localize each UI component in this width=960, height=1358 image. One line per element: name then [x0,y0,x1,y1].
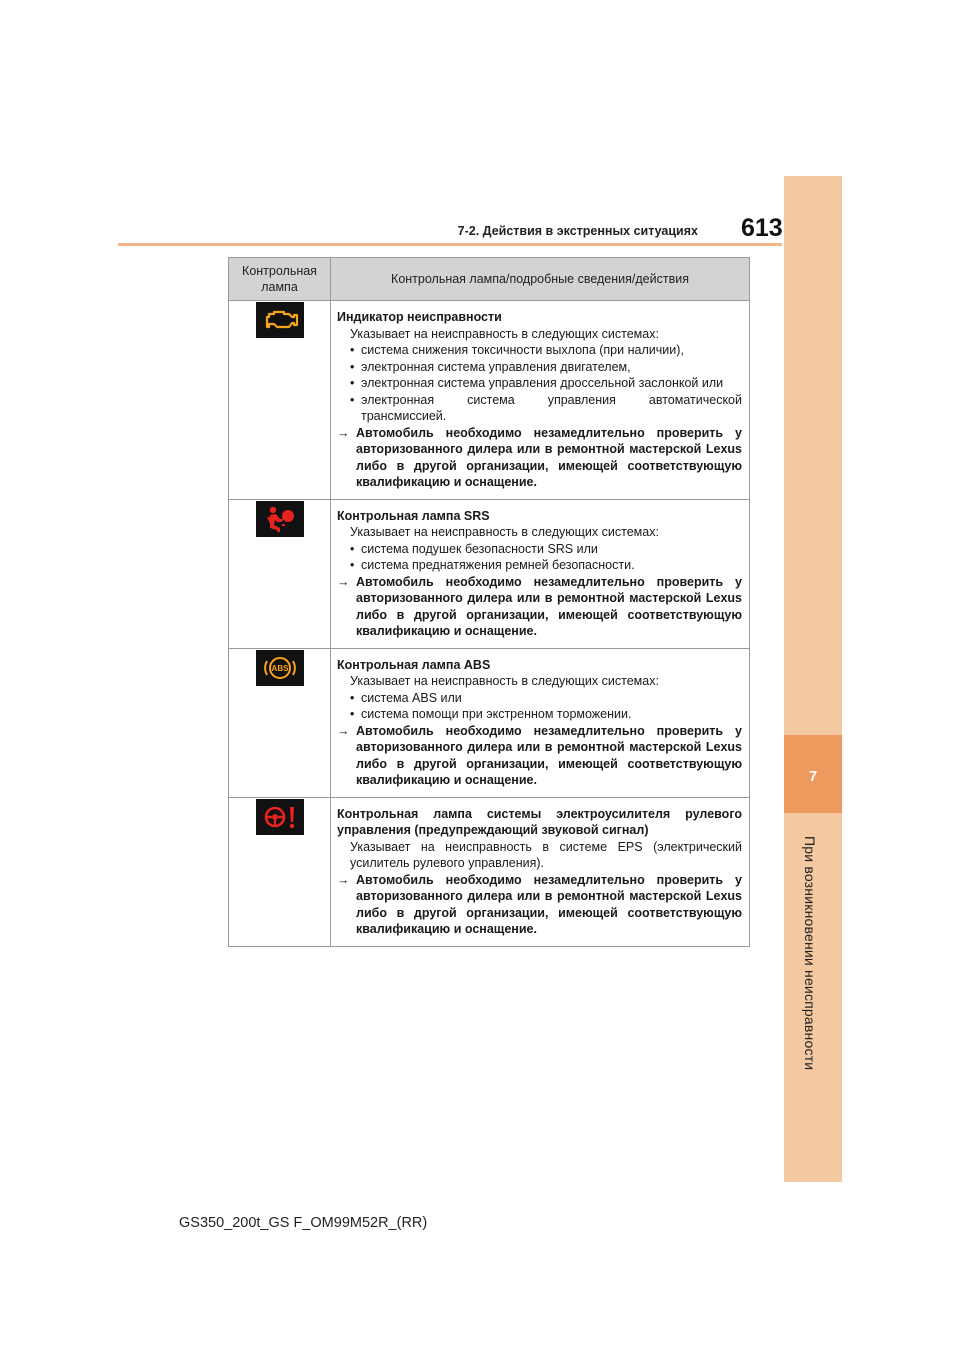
list-item: • электронная система управления автоматической трансмиссией. [350,392,742,423]
lamp-description: Указывает на неисправность в системе EPS (электрический усилитель рулевого управления). [350,839,742,870]
abs-icon [256,650,304,686]
arrow-icon: → [337,723,350,738]
list-item: • система помощи при экстренном торможении. [350,707,632,721]
bullet-symbol: • [350,707,355,721]
bullet-symbol: • [350,541,355,556]
lamp-description: Указывает на неисправность в следующих системах: [350,525,659,539]
list-item: • электронная система управления дроссельной заслонкой или [350,376,724,390]
header-rule [118,243,782,246]
footer-model-code: GS350_200t_GS F_OM99M52R_(RR) [179,1215,428,1231]
lamp-description: Указывает на неисправность в следующих системах: [350,326,659,341]
table-row [229,648,750,797]
table-row [229,301,750,500]
table-row [229,499,750,648]
section-title: 7-2. Действия в экстренных ситуациях [457,224,698,238]
power-steering-icon [256,799,304,835]
table-row [229,797,750,946]
action-text: → Автомобиль необходимо незамедлительно проверить у авторизованного дилера или в ремонтной мастерской Lexus либо в другой организации, имеющей соответствующую квалификацию и оснащение. [337,425,742,489]
lamp-description: Указывает на неисправность в следующих системах: [350,674,659,688]
arrow-icon: → [337,574,350,589]
lamp-title: Индикатор неисправности [337,310,502,324]
bullet-symbol: • [350,376,355,390]
action-text: → Автомобиль необходимо незамедлительно проверить у авторизованного дилера или в ремонтной мастерской Lexus либо в другой организации, имеющей соответствующую квалификацию и оснащение. [337,872,742,936]
lamp-title: Контрольная лампа SRS [337,508,490,523]
engine-check-icon [256,302,304,338]
action-text: → Автомобиль необходимо незамедлительно проверить у авторизованного дилера или в ремонтной мастерской Lexus либо в другой организации, имеющей соответствующую квалификацию и оснащение. [337,574,742,638]
lamp-cell [229,301,331,500]
bullet-symbol: • [350,392,355,407]
chapter-title: При возникновении неисправности [802,836,818,1071]
bullet-symbol: • [350,359,355,374]
page-number: 613 [741,214,783,242]
warning-lamp-table [228,257,750,947]
details-cell [331,797,750,946]
bullet-symbol: • [350,343,355,357]
lamp-cell [229,499,331,648]
details-cell [331,499,750,648]
chapter-side-tab [784,176,842,1182]
list-item: • система снижения токсичности выхлопа (при наличии), [350,343,684,357]
action-text: → Автомобиль необходимо незамедлительно проверить у авторизованного дилера или в ремонтной мастерской Lexus либо в другой организации, имеющей соответствующую квалификацию и оснащение. [337,723,742,787]
table-header-row [229,258,750,301]
lamp-title: Контрольная лампа ABS [337,657,491,672]
chapter-number: 7 [808,768,818,785]
arrow-icon: → [337,872,350,887]
lamp-title: Контрольная лампа системы электроусилителя рулевого управления (предупреждающий звуковой сигнал) [337,806,742,837]
list-item: • система подушек безопасности SRS или [350,541,598,556]
lamp-cell [229,648,331,797]
details-cell [331,301,750,500]
column-header-lamp: Контрольная лампа [229,258,331,301]
bullet-symbol: • [350,690,355,705]
lamp-cell [229,797,331,946]
column-header-details: Контрольная лампа/подробные сведения/действия [331,258,750,301]
details-cell [331,648,750,797]
list-item: • электронная система управления двигателем, [350,359,631,374]
abs-icon-label: ABS [271,663,288,673]
arrow-icon: → [337,425,350,440]
bullet-symbol: • [350,558,355,572]
list-item: • система ABS или [350,690,462,705]
list-item: • система преднатяжения ремней безопасности. [350,558,635,572]
airbag-icon [256,501,304,537]
